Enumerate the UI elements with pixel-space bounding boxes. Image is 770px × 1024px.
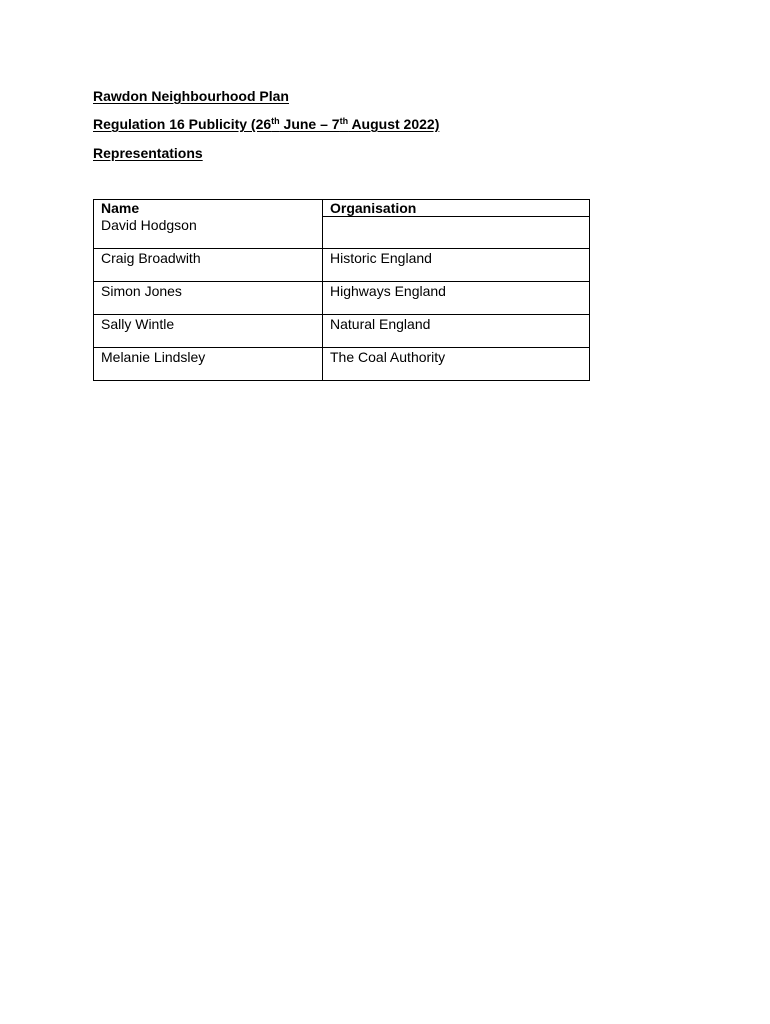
document-subtitle (93, 116, 439, 132)
representations-table (93, 199, 590, 381)
table-row (94, 249, 590, 282)
section-heading: Representations (93, 145, 203, 161)
name-cell: Melanie Lindsley (94, 348, 323, 381)
table-header-row (94, 200, 590, 217)
organisation-cell: The Coal Authority (323, 348, 590, 381)
column-header-organisation: Organisation (323, 200, 590, 217)
column-header-name: Name (94, 200, 323, 217)
subtitle-suffix: August 2022) (348, 116, 440, 132)
name-cell: Sally Wintle (94, 315, 323, 348)
table-row (94, 217, 590, 249)
table-row (94, 348, 590, 381)
organisation-cell: Historic England (323, 249, 590, 282)
subtitle-prefix: Regulation 16 Publicity (26 (93, 116, 272, 132)
organisation-cell (323, 217, 590, 249)
table-row (94, 282, 590, 315)
name-cell: Simon Jones (94, 282, 323, 315)
organisation-cell: Natural England (323, 315, 590, 348)
subtitle-middle: June – 7 (279, 116, 340, 132)
subtitle-superscript-1: th (271, 116, 280, 126)
organisation-cell: Highways England (323, 282, 590, 315)
table-row (94, 315, 590, 348)
name-cell: Craig Broadwith (94, 249, 323, 282)
document-title: Rawdon Neighbourhood Plan (93, 88, 289, 104)
subtitle-superscript-2: th (339, 116, 349, 126)
name-cell: David Hodgson (94, 217, 323, 249)
